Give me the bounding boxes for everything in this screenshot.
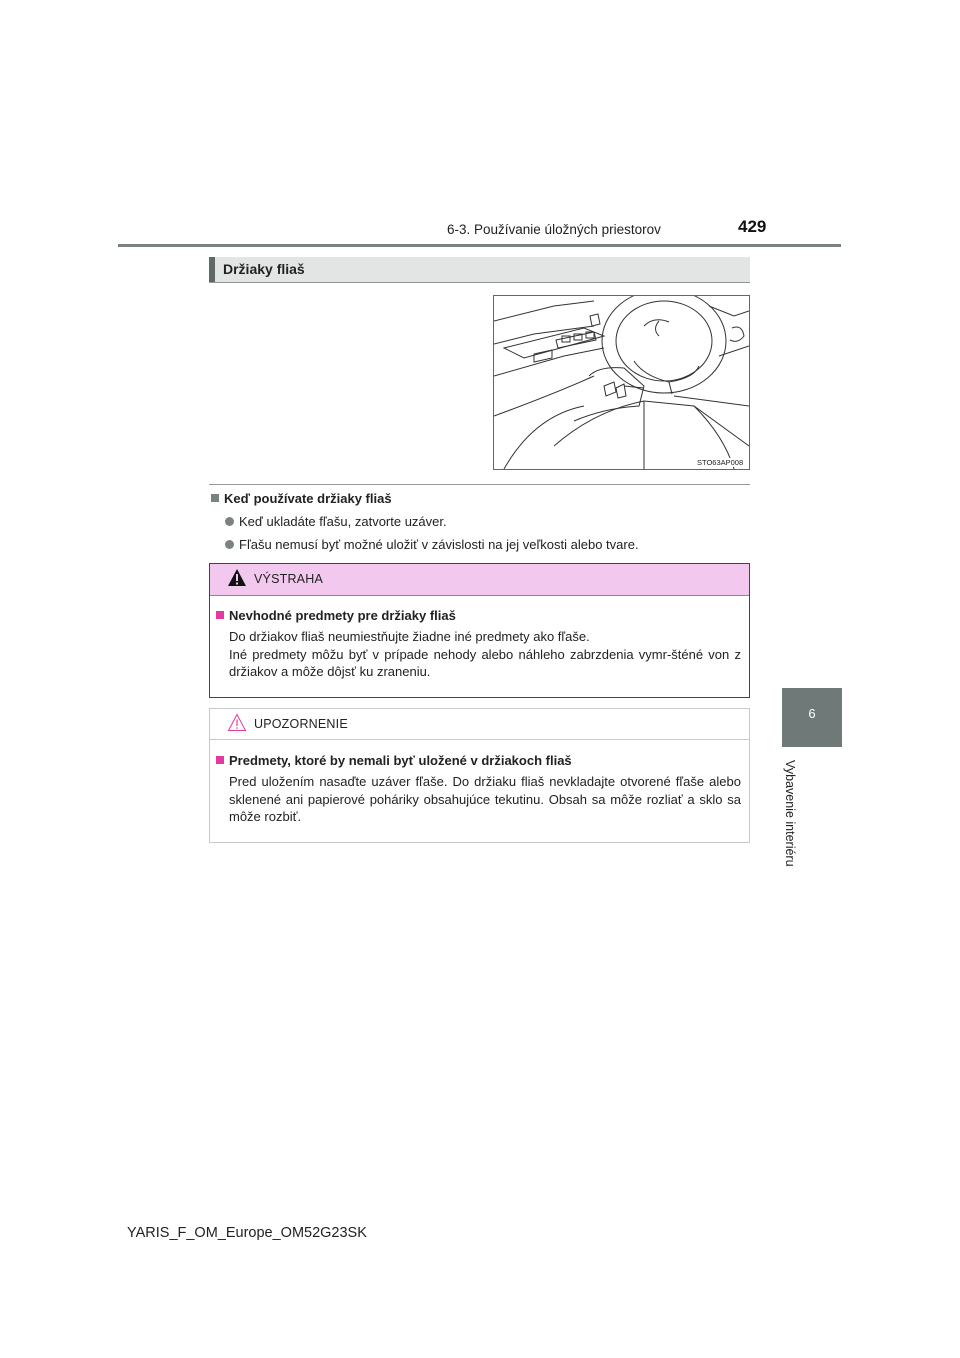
warning-box	[209, 563, 750, 698]
usage-bullet	[225, 537, 639, 552]
header-rule	[118, 244, 841, 247]
warning-header	[210, 564, 749, 596]
chapter-number: 6	[808, 706, 816, 721]
usage-subheading	[211, 491, 392, 506]
illustration-code: STO63AP008	[697, 458, 744, 467]
section-reference: 6-3. Používanie úložných priestorov	[447, 222, 661, 237]
caution-header	[210, 709, 749, 740]
warning-subheading	[216, 608, 456, 623]
warning-triangle-icon	[227, 568, 247, 587]
usage-subheading-text: Keď používate držiaky fliaš	[224, 491, 392, 506]
bottle-holder-illustration	[493, 295, 750, 470]
warning-text	[229, 628, 741, 681]
square-bullet-icon	[216, 611, 224, 619]
usage-bullet-text: Keď ukladáte fľašu, zatvorte uzáver.	[239, 514, 447, 529]
usage-bullet	[225, 514, 447, 529]
chapter-title	[783, 760, 803, 900]
section-divider	[209, 484, 750, 485]
document-code: YARIS_F_OM_Europe_OM52G23SK	[127, 1225, 367, 1241]
section-heading-text: Držiaky fliaš	[223, 261, 305, 277]
circle-bullet-icon	[225, 517, 234, 526]
page-number: 429	[738, 217, 767, 236]
warning-subheading-text: Nevhodné predmety pre držiaky fliaš	[229, 608, 456, 623]
caution-label: UPOZORNENIE	[254, 717, 348, 731]
warning-line: Do držiakov fliaš neumiestňujte žiadne iné predmety ako fľaše.	[229, 629, 590, 644]
square-bullet-icon	[211, 494, 219, 502]
section-heading-bar	[209, 257, 215, 282]
warning-label: VÝSTRAHA	[254, 572, 323, 586]
caution-triangle-icon	[227, 713, 247, 732]
car-interior-drawing	[494, 296, 749, 469]
section-heading	[209, 257, 750, 283]
caution-box	[209, 708, 750, 843]
chapter-title-text: Vybavenie interiéru	[783, 760, 797, 867]
square-bullet-icon	[216, 756, 224, 764]
caution-text: Pred uložením nasaďte uzáver fľaše. Do držiaku fliaš nevkladajte otvorené fľaše alebo sklenené ani papierové poháriky obsahujúce tekutinu. Obsah sa môže rozliať a sklo sa môže rozbiť.	[229, 774, 741, 824]
usage-bullet-text: Fľašu nemusí byť možné uložiť v závislosti na jej veľkosti alebo tvare.	[239, 537, 639, 552]
caution-subheading-text: Predmety, ktoré by nemali byť uložené v držiakoch fliaš	[229, 753, 572, 768]
caution-subheading	[216, 753, 572, 768]
warning-line: Iné predmety môžu byť v prípade nehody alebo náhleho zabrzdenia vymr-šténé von z držiakov a môže dôjsť ku zraneniu.	[229, 646, 741, 679]
circle-bullet-icon	[225, 540, 234, 549]
